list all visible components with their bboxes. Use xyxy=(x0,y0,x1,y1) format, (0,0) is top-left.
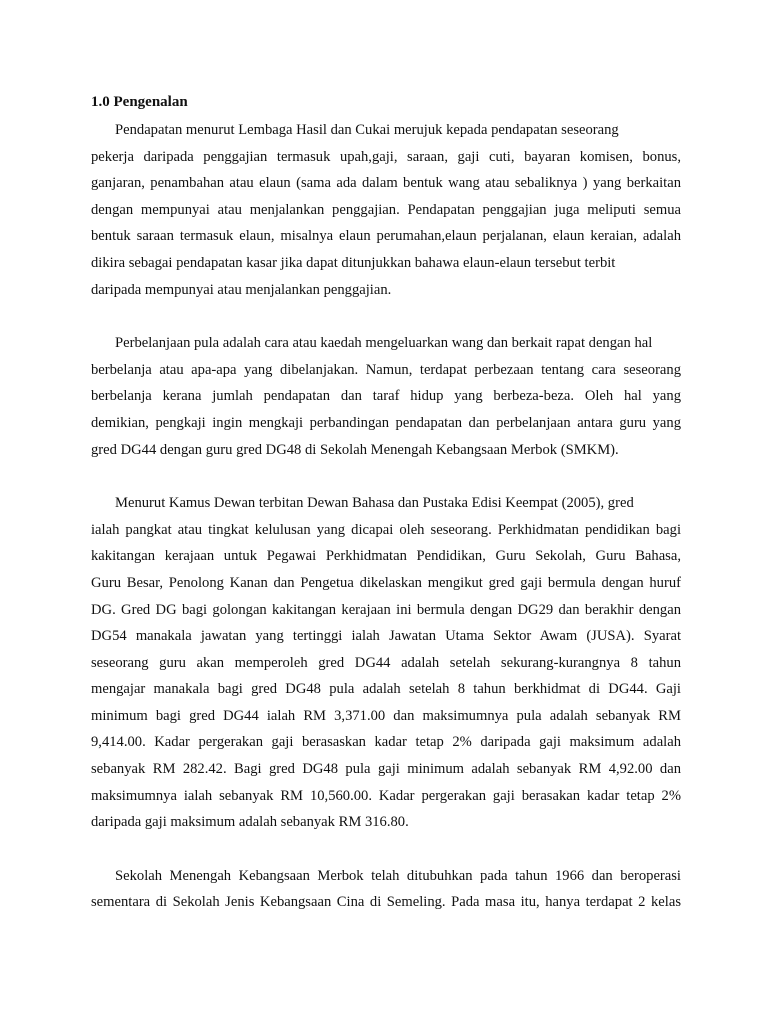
text-line: daripada mempunyai atau menjalankan penggajian. xyxy=(91,281,392,298)
section-heading: 1.0 Pengenalan xyxy=(91,94,188,110)
text-line: berbelanja atau apa-apa yang dibelanjakan. Namun, terdapat perbezaan tentang cara seseorang xyxy=(91,361,681,378)
text-line: ganjaran, penambahan atau elaun (sama ada dalam bentuk wang atau sebaliknya ) yang berkaitan xyxy=(91,175,681,192)
text-line: DG54 manakala jawatan yang tertinggi ialah Jawatan Utama Sektor Awam (JUSA). Syarat xyxy=(91,628,681,645)
text-line: Menurut Kamus Dewan terbitan Dewan Bahasa dan Pustaka Edisi Keempat (2005), gred xyxy=(115,495,634,512)
text-line: kakitangan kerajaan untuk Pegawai Perkhidmatan Pendidikan, Guru Sekolah, Guru Bahasa, xyxy=(91,548,681,565)
text-line: dikira sebagai pendapatan kasar jika dapat ditunjukkan bahawa elaun-elaun tersebut terbit xyxy=(91,254,616,271)
text-line: dengan mempunyai atau menjalankan penggajian. Pendapatan penggajian juga meliputi semua xyxy=(91,201,681,218)
text-line: berbelanja kerana jumlah pendapatan dan taraf hidup yang berbeza-beza. Oleh hal yang xyxy=(91,388,681,405)
paragraph-sekolah xyxy=(91,863,681,916)
text-line: pekerja daripada penggajian termasuk upah,gaji, saraan, gaji cuti, bayaran komisen, bonus, xyxy=(91,148,681,165)
text-line: DG. Gred DG bagi golongan kakitangan kerajaan ini bermula dengan DG29 dan berakhir dengan xyxy=(91,601,681,618)
text-line: daripada gaji maksimum adalah sebanyak RM 316.80. xyxy=(91,814,409,831)
document-body xyxy=(91,92,681,916)
text-line: minimum bagi gred DG44 ialah RM 3,371.00 dan maksimumnya pula adalah sebanyak RM xyxy=(91,707,681,724)
paragraph-pendapatan xyxy=(91,117,681,303)
text-line: maksimumnya ialah sebanyak RM 10,560.00. Kadar pergerakan gaji berasakan kadar tetap 2% xyxy=(91,787,681,804)
text-line: Perbelanjaan pula adalah cara atau kaedah mengeluarkan wang dan berkait rapat dengan hal xyxy=(115,335,653,352)
paragraph-perbelanjaan xyxy=(91,330,681,463)
paragraph-gred xyxy=(91,490,681,836)
paragraph-gap xyxy=(91,836,681,863)
text-line: 9,414.00. Kadar pergerakan gaji berasaskan kadar tetap 2% daripada gaji maksimum adalah xyxy=(91,734,681,751)
text-line: ialah pangkat atau tingkat kelulusan yang dicapai oleh seseorang. Perkhidmatan pendidikan bagi xyxy=(91,521,681,538)
text-line: sebanyak RM 282.42. Bagi gred DG48 pula gaji minimum adalah sebanyak RM 4,92.00 dan xyxy=(91,761,681,778)
text-line: Sekolah Menengah Kebangsaan Merbok telah ditubuhkan pada tahun 1966 dan beroperasi xyxy=(115,867,681,884)
text-line: Pendapatan menurut Lembaga Hasil dan Cukai merujuk kepada pendapatan seseorang xyxy=(115,122,619,138)
text-line: Guru Besar, Penolong Kanan dan Pengetua dikelaskan mengikut gred gaji bermula dengan huruf xyxy=(91,574,681,591)
text-line: seseorang guru akan memperoleh gred DG44 adalah setelah sekurang-kurangnya 8 tahun xyxy=(91,654,681,671)
paragraph-gap xyxy=(91,303,681,330)
paragraph-gap xyxy=(91,463,681,490)
text-line: gred DG44 dengan guru gred DG48 di Sekolah Menengah Kebangsaan Merbok (SMKM). xyxy=(91,441,619,458)
text-line: sementara di Sekolah Jenis Kebangsaan Cina di Semeling. Pada masa itu, hanya terdapat 2 kelas xyxy=(91,894,681,911)
text-line: demikian, pengkaji ingin mengkaji perbandingan pendapatan dan perbelanjaan antara guru yang xyxy=(91,414,681,431)
text-line: bentuk saraan termasuk elaun, misalnya elaun perumahan,elaun perjalanan, elaun keraian, adalah xyxy=(91,228,681,245)
text-line: mengajar manakala bagi gred DG48 pula adalah setelah 8 tahun berkhidmat di DG44. Gaji xyxy=(91,681,681,698)
